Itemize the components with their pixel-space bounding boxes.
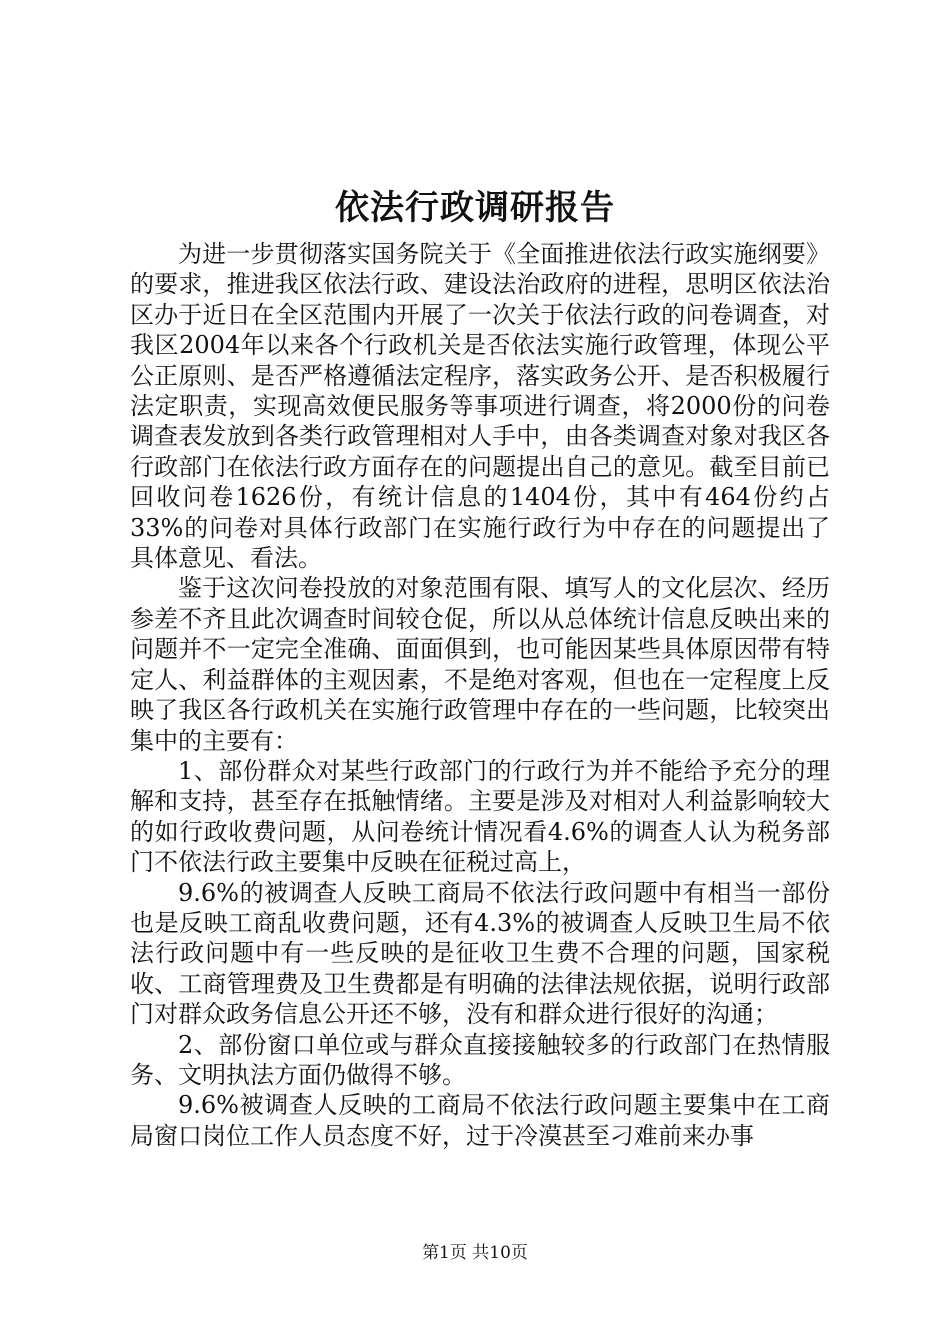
- paragraph-point-1: 1、部份群众对某些行政部门的行政行为并不能给予充分的理解和支持，甚至存在抵触情绪。主要是涉及对相对人利益影响较大的如行政收费问题，从问卷统计情况看4.6%的调查人认为税务部门不依法行政主要集中反映在征税过高上，: [130, 756, 830, 877]
- paragraph-window-service: 9.6%被调查人反映的工商局不依法行政问题主要集中在工商局窗口岗位工作人员态度不好，过于冷漠甚至刁难前来办事: [130, 1091, 830, 1150]
- paragraph-survey-limits: 鉴于这次问卷投放的对象范围有限、填写人的文化层次、经历参差不齐且此次调查时间较仓促，所以从总体统计信息反映出来的问题并不一定完全准确、面面俱到，也可能因某些具体原因带有特定人、利益群体的主观因素，不是绝对客观，但也在一定程度上反映了我区各行政机关在实施行政管理中存在的一些问题，比较突出集中的主要有：: [130, 574, 830, 755]
- document-body: [130, 239, 830, 1151]
- paragraph-fee-issues: 9.6%的被调查人反映工商局不依法行政问题中有相当一部份也是反映工商乱收费问题，还有4.3%的被调查人反映卫生局不依法行政问题中有一些反映的是征收卫生费不合理的问题，国家税收、工商管理费及卫生费都是有明确的法律法规依据，说明行政部门对群众政务信息公开还不够，没有和群众进行很好的沟通；: [130, 878, 830, 1029]
- paragraph-point-2: 2、部份窗口单位或与群众直接接触较多的行政部门在热情服务、文明执法方面仍做得不够。: [130, 1030, 830, 1089]
- document-title: 依法行政调研报告: [335, 188, 615, 228]
- paragraph-intro: 为进一步贯彻落实国务院关于《全面推进依法行政实施纲要》的要求，推进我区依法行政、建设法治政府的进程，思明区依法治区办于近日在全区范围内开展了一次关于依法行政的问卷调查，对我区2004年以来各个行政机关是否依法实施行政管理，体现公平公正原则、是否严格遵循法定程序，落实政务公开、是否积极履行法定职责，实现高效便民服务等事项进行调查，将2000份的问卷调查表发放到各类行政管理相对人手中，由各类调查对象对我区各行政部门在依法行政方面存在的问题提出自己的意见。截至目前已回收问卷1626份，有统计信息的1404份，其中有464份约占33%的问卷对具体行政部门在实施行政行为中存在的问题提出了具体意见、看法。: [130, 240, 830, 573]
- page-number-footer: 第1页 共10页: [422, 1243, 528, 1263]
